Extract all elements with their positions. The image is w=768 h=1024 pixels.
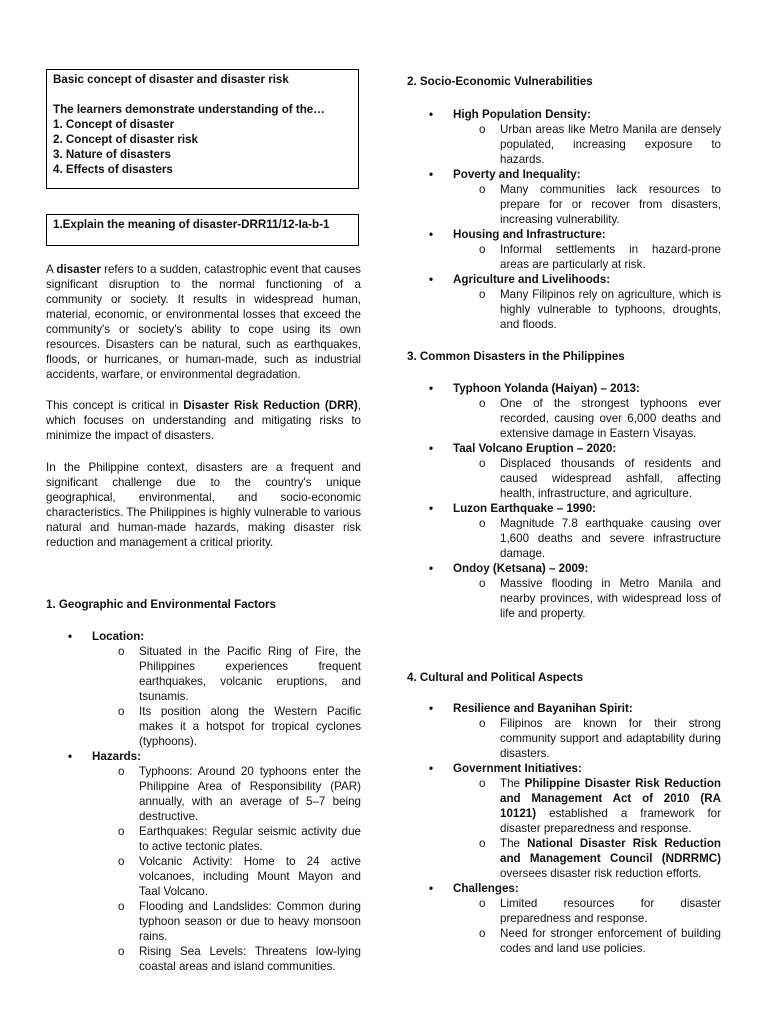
item-label: Typhoon Yolanda (Haiyan) – 2013:: [453, 382, 640, 395]
item-label: Location:: [92, 630, 145, 643]
section-heading: 3. Common Disasters in the Philippines: [407, 350, 625, 363]
box-title: Basic concept of disaster and disaster risk: [53, 73, 289, 86]
list-item: • Typhoon Yolanda (Haiyan) – 2013: o One of the strongest typhoons ever recorded, causing over 6,000 deaths and extensive damage in Eastern Visayas.: [429, 382, 721, 440]
objective-item: 3. Nature of disasters: [53, 148, 171, 161]
item-label: Luzon Earthquake – 1990:: [453, 502, 597, 515]
term-disaster: disaster: [56, 263, 101, 276]
list-item: • Taal Volcano Eruption – 2020: o Displaced thousands of residents and caused widespread ashfall, affecting health, infrastructure, and agriculture.: [429, 442, 721, 500]
lesson-objectives-box: [46, 69, 359, 189]
sub-item-text: Massive flooding in Metro Manila and nearby provinces, with widespread loss of life and property.: [500, 577, 721, 620]
sub-item-text: Situated in the Pacific Ring of Fire, the Philippines experiences frequent earthquakes, volcanic eruptions, and tsunamis.: [139, 645, 361, 703]
competency-title: 1.Explain the meaning of disaster-DRR11/12-Ia-b-1: [53, 218, 330, 231]
list-item: • Housing and Infrastructure: o Informal settlements in hazard-prone areas are particularly at risk.: [429, 228, 721, 271]
sub-item-text: Typhoons: Around 20 typhoons enter the Philippine Area of Responsibility (PAR) annually, with an average of 5–7 being destructive.: [139, 765, 361, 823]
cultural-political-list: [407, 701, 721, 956]
item-label: Housing and Infrastructure:: [453, 228, 606, 241]
disaster-definition-paragraph: A disaster refers to a sudden, catastrophic event that causes significant disruption to the normal functioning of a community or society. It results in widespread human, material, economic, or environmental losses that exceed the community's or society's ability to cope using its own resources. Disasters can be natural, such as earthquakes, floods, or hurricanes, or human-made, such as industrial accidents, warfare, or environmental degradation.: [46, 263, 361, 381]
item-label: Agriculture and Livelihoods:: [453, 273, 611, 286]
sub-item-text: Many communities lack resources to prepare for or recover from disasters, increasing vulnerability.: [500, 183, 721, 226]
philippine-context-paragraph: In the Philippine context, disasters are a frequent and significant challenge due to the country's unique geographical, environmental, and socio-economic characteristics. The Philippines is highly vulnerable to various natural and human-made hazards, making disaster risk reduction and management a critical priority.: [46, 461, 361, 549]
list-item: • Ondoy (Ketsana) – 2009: o Massive flooding in Metro Manila and nearby provinces, with widespread loss of life and property.: [429, 562, 721, 620]
objective-item: 1. Concept of disaster: [53, 118, 175, 131]
section-heading: 4. Cultural and Political Aspects: [407, 671, 584, 684]
list-item: • Poverty and Inequality: o Many communities lack resources to prepare for or recover from disasters, increasing vulnerability.: [429, 168, 721, 226]
drr-paragraph: This concept is critical in Disaster Risk Reduction (DRR), which focuses on understanding and mitigating risks to minimize the impact of disasters.: [46, 399, 361, 442]
list-item: • High Population Density: o Urban areas like Metro Manila are densely populated, increasing exposure to hazards.: [429, 108, 721, 166]
list-item: • Luzon Earthquake – 1990: o Magnitude 7.8 earthquake causing over 1,600 deaths and severe infrastructure damage.: [429, 502, 721, 560]
item-label: Government Initiatives:: [453, 762, 582, 775]
sub-item-text: Magnitude 7.8 earthquake causing over 1,600 deaths and severe infrastructure damage.: [500, 517, 721, 560]
list-item: • Agriculture and Livelihoods: o Many Filipinos rely on agriculture, which is highly vulnerable to typhoons, droughts, and floods.: [429, 273, 721, 331]
sub-item-text: One of the strongest typhoons ever recorded, causing over 6,000 deaths and extensive damage in Eastern Visayas.: [500, 397, 721, 440]
bullet-glyph: •: [68, 630, 73, 643]
sub-item-text: Displaced thousands of residents and caused widespread ashfall, affecting health, infrastructure, and agriculture.: [500, 457, 721, 500]
sub-item-text: Volcanic Activity: Home to 24 active volcanoes, including Mount Mayon and Taal Volcano.: [139, 855, 361, 898]
term-drr: Disaster Risk Reduction (DRR): [183, 399, 358, 412]
list-item: • Resilience and Bayanihan Spirit: o Filipinos are known for their strong community support and adaptability during disasters.: [429, 702, 721, 760]
sub-item-text: Limited resources for disaster preparedness and response.: [500, 897, 721, 925]
item-label: High Population Density:: [453, 108, 591, 121]
sub-item-text: Earthquakes: Regular seismic activity due to active tectonic plates.: [139, 825, 361, 853]
term-ndrrmc: National Disaster Risk Reduction and Management Council (NDRRMC): [500, 837, 722, 865]
list-item: • Challenges: o Limited resources for disaster preparedness and response. o Need for stronger enforcement of building codes and land use policies.: [429, 882, 721, 955]
item-label: Challenges:: [453, 882, 519, 895]
sub-item-text: Its position along the Western Pacific makes it a hotspot for tropical cyclones (typhoons).: [139, 705, 361, 748]
item-label: Poverty and Inequality:: [453, 168, 581, 181]
list-item: • Government Initiatives: o The Philippine Disaster Risk Reduction and Management Act of 2010 (RA 10121) established a framework for disaster preparedness and response. o The National Disaster Risk Reduction and Management Council (NDRRMC) oversees disaster risk reduction efforts.: [429, 762, 722, 880]
item-label: Ondoy (Ketsana) – 2009:: [453, 562, 589, 575]
sub-item-text: The National Disaster Risk Reduction and Management Council (NDRRMC) oversees disaster risk reduction efforts.: [500, 837, 722, 880]
box-intro: The learners demonstrate understanding of the…: [53, 103, 325, 116]
sub-item-text: Flooding and Landslides: Common during typhoon season or due to heavy monsoon rains.: [139, 900, 361, 943]
sub-item-text: Many Filipinos rely on agriculture, which is highly vulnerable to typhoons, droughts, and floods.: [500, 288, 721, 331]
competency-box: [46, 214, 359, 246]
objective-item: 2. Concept of disaster risk: [53, 133, 198, 146]
common-disasters-list: [407, 381, 721, 621]
item-label: Hazards:: [92, 750, 141, 763]
section-heading: 1. Geographic and Environmental Factors: [46, 598, 276, 611]
sub-item-text: Rising Sea Levels: Threatens low-lying coastal areas and island communities.: [139, 945, 361, 973]
sub-item-text: Urban areas like Metro Manila are densely populated, increasing exposure to hazards.: [500, 123, 721, 166]
term-ra-10121: Philippine Disaster Risk Reduction and Management Act of 2010 (RA 10121): [500, 777, 721, 820]
sub-item-text: Informal settlements in hazard-prone areas are particularly at risk.: [500, 243, 721, 271]
sub-item-text: The Philippine Disaster Risk Reduction and Management Act of 2010 (RA 10121) established a framework for disaster preparedness and response.: [500, 777, 721, 835]
section-heading: 2. Socio-Economic Vulnerabilities: [407, 75, 593, 88]
objective-item: 4. Effects of disasters: [53, 163, 173, 176]
bullet-glyph: •: [68, 750, 73, 763]
item-label: Taal Volcano Eruption – 2020:: [453, 442, 617, 455]
item-label: Resilience and Bayanihan Spirit:: [453, 702, 633, 715]
socio-economic-list: [407, 107, 721, 332]
sub-item-text: Need for stronger enforcement of building codes and land use policies.: [500, 927, 721, 955]
sub-item-text: Filipinos are known for their strong community support and adaptability during disasters.: [500, 717, 721, 760]
geographic-factors-list: [46, 629, 361, 974]
list-item: • Hazards: o Typhoons: Around 20 typhoons enter the Philippine Area of Responsibility (PAR) annually, with an average of 5–7 being destructive. o Earthquakes: Regular seismic activity due to active tectonic plates. o Volcanic Activity: Home to 24 active volcanoes, including Mount Mayon and Taal Volcano. o Flooding and Landslides: Common during typhoon season or due to heavy monsoon rains. o Rising Sea Levels: Threatens low-lying coastal areas and island communities.: [68, 750, 361, 973]
list-item: • Location: o Situated in the Pacific Ring of Fire, the Philippines experiences frequent earthquakes, volcanic eruptions, and tsunamis. o Its position along the Western Pacific makes it a hotspot for tropical cyclones (typhoons).: [68, 630, 361, 748]
